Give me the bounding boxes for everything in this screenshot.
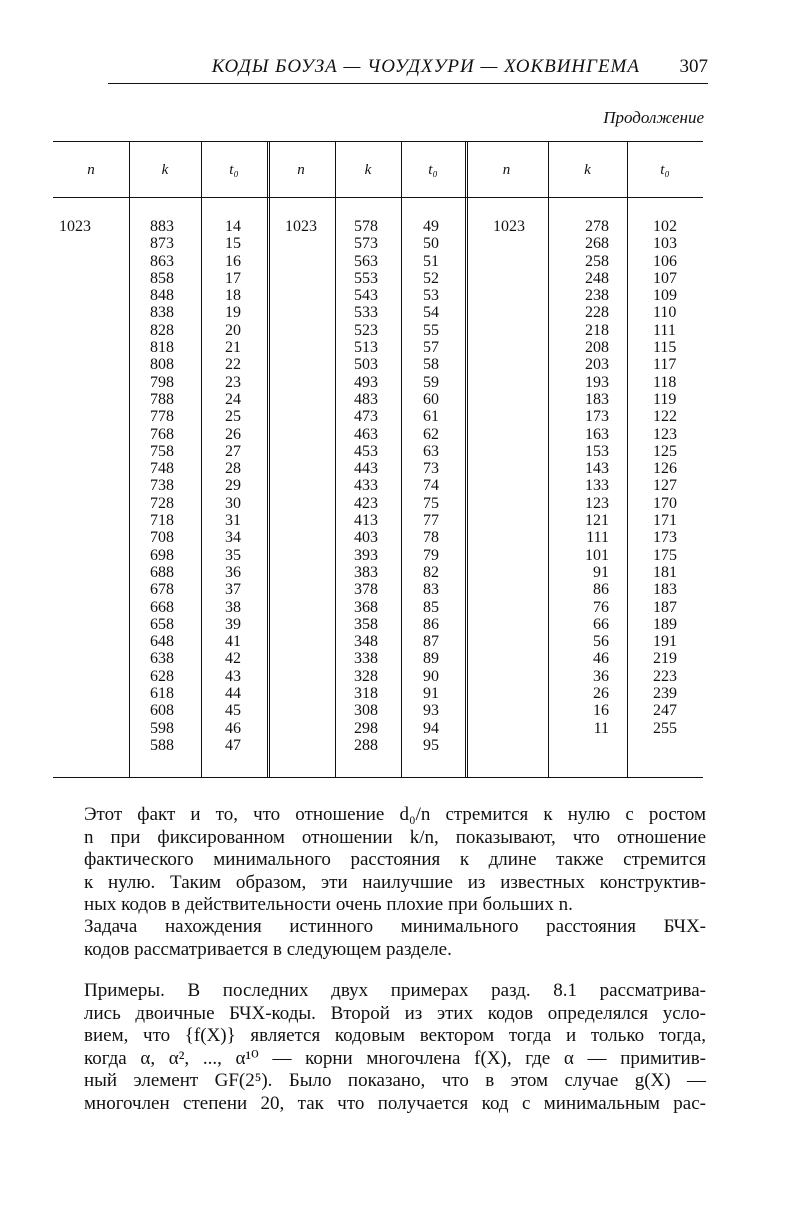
table-cell: 11 bbox=[593, 719, 609, 737]
table-cell: 73 bbox=[423, 460, 439, 478]
table-cell: 16 bbox=[225, 252, 241, 270]
table-cell: 115 bbox=[653, 339, 677, 357]
table-cell: 328 bbox=[354, 667, 378, 685]
table-cell: 718 bbox=[150, 512, 174, 530]
table-cell: 111 bbox=[653, 321, 676, 339]
table-cell: 768 bbox=[150, 425, 174, 443]
table-cell: 563 bbox=[354, 252, 378, 270]
paragraph-3 bbox=[84, 980, 706, 1115]
table-cell: 218 bbox=[585, 321, 609, 339]
table-cell: 58 bbox=[423, 356, 439, 374]
table-cell: 828 bbox=[150, 321, 174, 339]
t0-column bbox=[225, 218, 241, 754]
table-cell: 18 bbox=[225, 287, 241, 305]
table-cell: 59 bbox=[423, 373, 439, 391]
table-cell: 20 bbox=[225, 321, 241, 339]
table-cell: 43 bbox=[225, 667, 241, 685]
table-cell: 873 bbox=[150, 235, 174, 253]
table-vline-double bbox=[465, 142, 468, 777]
text-line: n при фиксированном отношении k/n, показывают, что отношение bbox=[84, 826, 706, 848]
table-cell: 143 bbox=[585, 460, 609, 478]
header-n: n bbox=[502, 162, 511, 178]
table-cell: 543 bbox=[354, 287, 378, 305]
table-cell: 36 bbox=[593, 667, 609, 685]
text-line: фактического минимального расстояния к длине также стремится bbox=[84, 849, 706, 870]
table-cell: 523 bbox=[354, 321, 378, 339]
table-cell: 698 bbox=[150, 546, 174, 564]
table-cell: 91 bbox=[423, 685, 439, 703]
table-cell: 658 bbox=[150, 615, 174, 633]
table-cell: 74 bbox=[423, 477, 439, 495]
table-cell: 66 bbox=[593, 615, 609, 633]
table-cell: 49 bbox=[423, 218, 439, 235]
table-cell: 219 bbox=[653, 650, 677, 668]
table-cell: 119 bbox=[653, 390, 677, 408]
table-cell: 54 bbox=[423, 304, 439, 322]
table-cell: 23 bbox=[225, 373, 241, 391]
table-cell: 423 bbox=[354, 494, 378, 512]
table-cell: 123 bbox=[585, 494, 609, 512]
text-line: кодов рассматривается в следующем разделе. bbox=[84, 938, 452, 960]
table-cell: 393 bbox=[354, 546, 378, 564]
table-cell: 122 bbox=[653, 408, 677, 426]
header-k: k bbox=[161, 162, 169, 178]
table-cell: 413 bbox=[354, 512, 378, 530]
table-cell: 79 bbox=[423, 546, 439, 564]
table-cell: 433 bbox=[354, 477, 378, 495]
table-cell: 453 bbox=[354, 442, 378, 460]
table-cell: 203 bbox=[585, 356, 609, 374]
table-cell: 493 bbox=[354, 373, 378, 391]
table-cell: 17 bbox=[225, 269, 241, 287]
table-cell: 238 bbox=[585, 287, 609, 305]
table-cell: 163 bbox=[585, 425, 609, 443]
table-cell: 121 bbox=[585, 512, 609, 530]
table-cell: 247 bbox=[653, 702, 677, 720]
table-cell: 45 bbox=[225, 702, 241, 720]
header-t0: t₀ bbox=[660, 162, 670, 178]
table-cell: 52 bbox=[423, 269, 439, 287]
table-cell: 678 bbox=[150, 581, 174, 599]
table-cell: 55 bbox=[423, 321, 439, 339]
header-t0: t₀ bbox=[229, 162, 239, 178]
header-k: k bbox=[364, 162, 372, 178]
table-vline bbox=[548, 142, 549, 777]
text-line: Примеры. В последних двух примерах разд. 8.1 рассматрива- bbox=[84, 980, 706, 1001]
table-cell: 278 bbox=[585, 218, 609, 235]
table-cell: 383 bbox=[354, 563, 378, 581]
table-cell: 443 bbox=[354, 460, 378, 478]
table-cell: 308 bbox=[354, 702, 378, 720]
table-cell: 248 bbox=[585, 269, 609, 287]
table-cell: 513 bbox=[354, 339, 378, 357]
running-title: КОДЫ БОУЗА — ЧОУДХУРИ — ХОКВИНГЕМА bbox=[211, 56, 640, 77]
table-cell: 403 bbox=[354, 529, 378, 547]
table-cell: 798 bbox=[150, 373, 174, 391]
table-cell: 170 bbox=[653, 494, 677, 512]
table-cell: 255 bbox=[653, 719, 677, 737]
table-cell: 758 bbox=[150, 442, 174, 460]
table-cell: 83 bbox=[423, 581, 439, 599]
table-cell: 117 bbox=[653, 356, 677, 374]
table-cell: 63 bbox=[423, 442, 439, 460]
table-cell: 30 bbox=[225, 494, 241, 512]
group-n-value: 1023 bbox=[285, 218, 317, 235]
table-cell: 37 bbox=[225, 581, 241, 599]
table-cell: 111 bbox=[586, 529, 609, 547]
table-cell: 41 bbox=[225, 633, 241, 651]
table-cell: 863 bbox=[150, 252, 174, 270]
table-cell: 728 bbox=[150, 494, 174, 512]
table-cell: 28 bbox=[225, 460, 241, 478]
text-line: ных кодов в действительности очень плохие при больших n. bbox=[84, 894, 573, 915]
text-line: Задача нахождения истинного минимального расстояния БЧХ- bbox=[84, 916, 706, 937]
table-cell: 181 bbox=[653, 563, 677, 581]
table-cell: 90 bbox=[423, 667, 439, 685]
table-cell: 848 bbox=[150, 287, 174, 305]
table-cell: 638 bbox=[150, 650, 174, 668]
table-cell: 378 bbox=[354, 581, 378, 599]
table-cell: 16 bbox=[593, 702, 609, 720]
text-line: к нулю. Таким образом, эти наилучшие из известных конструктив- bbox=[84, 871, 706, 893]
table-cell: 628 bbox=[150, 667, 174, 685]
table-cell: 31 bbox=[225, 512, 241, 530]
text-line: лись двоичные БЧХ-коды. Второй из этих кодов определялся усло- bbox=[84, 1002, 706, 1024]
table-cell: 94 bbox=[423, 719, 439, 737]
code-table bbox=[53, 141, 703, 778]
table-cell: 748 bbox=[150, 460, 174, 478]
table-cell: 127 bbox=[653, 477, 677, 495]
table-cell: 708 bbox=[150, 529, 174, 547]
table-cell: 175 bbox=[653, 546, 677, 564]
page-number: 307 bbox=[679, 56, 708, 77]
table-cell: 95 bbox=[423, 736, 439, 754]
table-cell: 883 bbox=[150, 218, 174, 235]
table-cell: 89 bbox=[423, 650, 439, 668]
table-cell: 47 bbox=[225, 736, 241, 754]
table-cell: 61 bbox=[423, 408, 439, 426]
text-line: когда α, α², ..., α¹⁰ — корни многочлена f(X), где α — примитив- bbox=[84, 1047, 706, 1069]
table-cell: 503 bbox=[354, 356, 378, 374]
table-cell: 553 bbox=[354, 269, 378, 287]
header-n: n bbox=[87, 162, 95, 178]
table-cell: 153 bbox=[585, 442, 609, 460]
table-cell: 51 bbox=[423, 252, 439, 270]
table-cell: 106 bbox=[653, 252, 677, 270]
table-cell: 808 bbox=[150, 356, 174, 374]
table-cell: 533 bbox=[354, 304, 378, 322]
table-cell: 788 bbox=[150, 390, 174, 408]
table-cell: 14 bbox=[225, 218, 241, 235]
table-cell: 39 bbox=[225, 615, 241, 633]
continuation-label: Продолжение bbox=[603, 108, 704, 127]
table-cell: 22 bbox=[225, 356, 241, 374]
table-cell: 110 bbox=[653, 304, 677, 322]
table-cell: 838 bbox=[150, 304, 174, 322]
table-vline bbox=[129, 142, 130, 777]
header-n: n bbox=[297, 162, 305, 178]
table-cell: 42 bbox=[225, 650, 241, 668]
table-cell: 60 bbox=[423, 390, 439, 408]
table-cell: 75 bbox=[423, 494, 439, 512]
table-cell: 87 bbox=[423, 633, 439, 651]
table-cell: 298 bbox=[354, 719, 378, 737]
paragraph-1 bbox=[84, 804, 706, 917]
table-cell: 102 bbox=[653, 218, 677, 235]
table-vline-double bbox=[267, 142, 270, 777]
table-cell: 24 bbox=[225, 390, 241, 408]
table-cell: 26 bbox=[593, 685, 609, 703]
table-cell: 34 bbox=[225, 529, 241, 547]
table-vline bbox=[201, 142, 202, 777]
table-cell: 29 bbox=[225, 477, 241, 495]
table-cell: 318 bbox=[354, 685, 378, 703]
table-cell: 44 bbox=[225, 685, 241, 703]
table-cell: 86 bbox=[593, 581, 609, 599]
table-cell: 123 bbox=[653, 425, 677, 443]
table-cell: 578 bbox=[354, 218, 378, 235]
table-cell: 588 bbox=[150, 736, 174, 754]
table-cell: 258 bbox=[585, 252, 609, 270]
text-line: вием, что {f(X)} является кодовым вектором тогда и только тогда, bbox=[84, 1025, 706, 1046]
table-cell: 77 bbox=[423, 512, 439, 530]
table-cell: 598 bbox=[150, 719, 174, 737]
text-line: многочлен степени 20, так что получается код с минимальным рас- bbox=[84, 1092, 706, 1114]
table-cell: 778 bbox=[150, 408, 174, 426]
table-cell: 133 bbox=[585, 477, 609, 495]
table-cell: 483 bbox=[354, 390, 378, 408]
table-cell: 36 bbox=[225, 563, 241, 581]
table-cell: 223 bbox=[653, 667, 677, 685]
paragraph-2 bbox=[84, 916, 706, 961]
table-cell: 101 bbox=[585, 546, 609, 564]
table-cell: 56 bbox=[593, 633, 609, 651]
header-t0: t₀ bbox=[428, 162, 438, 178]
table-cell: 239 bbox=[653, 685, 677, 703]
table-cell: 21 bbox=[225, 339, 241, 357]
table-header-rule bbox=[53, 197, 703, 198]
table-cell: 53 bbox=[423, 287, 439, 305]
table-cell: 118 bbox=[653, 373, 677, 391]
table-cell: 78 bbox=[423, 529, 439, 547]
table-cell: 228 bbox=[585, 304, 609, 322]
table-cell: 126 bbox=[653, 460, 677, 478]
table-cell: 91 bbox=[593, 563, 609, 581]
table-cell: 738 bbox=[150, 477, 174, 495]
table-cell: 368 bbox=[354, 598, 378, 616]
table-cell: 348 bbox=[354, 633, 378, 651]
group-n-value: 1023 bbox=[493, 218, 525, 235]
table-cell: 35 bbox=[225, 546, 241, 564]
text-line: Этот факт и то, что отношение d₀/n стремится к нулю с ростом bbox=[84, 804, 706, 825]
table-cell: 86 bbox=[423, 615, 439, 633]
table-cell: 187 bbox=[653, 598, 677, 616]
table-vline bbox=[627, 142, 628, 777]
table-cell: 268 bbox=[585, 235, 609, 253]
table-cell: 85 bbox=[423, 598, 439, 616]
t0-column bbox=[423, 218, 439, 754]
table-vline bbox=[335, 142, 336, 777]
table-cell: 57 bbox=[423, 339, 439, 357]
table-cell: 193 bbox=[585, 373, 609, 391]
table-cell: 27 bbox=[225, 442, 241, 460]
table-cell: 38 bbox=[225, 598, 241, 616]
table-cell: 46 bbox=[225, 719, 241, 737]
table-cell: 358 bbox=[354, 615, 378, 633]
table-cell: 171 bbox=[653, 512, 677, 530]
table-cell: 618 bbox=[150, 685, 174, 703]
table-cell: 15 bbox=[225, 235, 241, 253]
table-cell: 50 bbox=[423, 235, 439, 253]
table-cell: 25 bbox=[225, 408, 241, 426]
table-cell: 107 bbox=[653, 269, 677, 287]
header-k: k bbox=[584, 162, 591, 178]
table-cell: 62 bbox=[423, 425, 439, 443]
table-cell: 818 bbox=[150, 339, 174, 357]
table-cell: 109 bbox=[653, 287, 677, 305]
table-cell: 173 bbox=[585, 408, 609, 426]
header-rule bbox=[108, 83, 708, 84]
table-cell: 648 bbox=[150, 633, 174, 651]
t0-column bbox=[653, 218, 677, 737]
running-head bbox=[108, 52, 708, 82]
table-cell: 208 bbox=[585, 339, 609, 357]
table-cell: 668 bbox=[150, 598, 174, 616]
k-column bbox=[354, 218, 378, 754]
table-cell: 19 bbox=[225, 304, 241, 322]
table-vline bbox=[401, 142, 402, 777]
table-cell: 173 bbox=[653, 529, 677, 547]
table-cell: 688 bbox=[150, 563, 174, 581]
table-cell: 125 bbox=[653, 442, 677, 460]
table-cell: 46 bbox=[593, 650, 609, 668]
table-cell: 103 bbox=[653, 235, 677, 253]
table-cell: 93 bbox=[423, 702, 439, 720]
table-cell: 608 bbox=[150, 702, 174, 720]
table-cell: 463 bbox=[354, 425, 378, 443]
k-column bbox=[150, 218, 174, 754]
table-cell: 858 bbox=[150, 269, 174, 287]
table-cell: 288 bbox=[354, 736, 378, 754]
table-cell: 183 bbox=[585, 390, 609, 408]
table-cell: 76 bbox=[593, 598, 609, 616]
table-cell: 189 bbox=[653, 615, 677, 633]
table-cell: 338 bbox=[354, 650, 378, 668]
table-cell: 26 bbox=[225, 425, 241, 443]
text-line: ный элемент GF(2⁵). Было показано, что в этом случае g(X) — bbox=[84, 1070, 706, 1091]
group-n-value: 1023 bbox=[59, 218, 91, 235]
table-cell: 573 bbox=[354, 235, 378, 253]
k-column bbox=[577, 218, 609, 737]
table-cell: 82 bbox=[423, 563, 439, 581]
table-cell: 191 bbox=[653, 633, 677, 651]
table-cell: 183 bbox=[653, 581, 677, 599]
table-cell: 473 bbox=[354, 408, 378, 426]
